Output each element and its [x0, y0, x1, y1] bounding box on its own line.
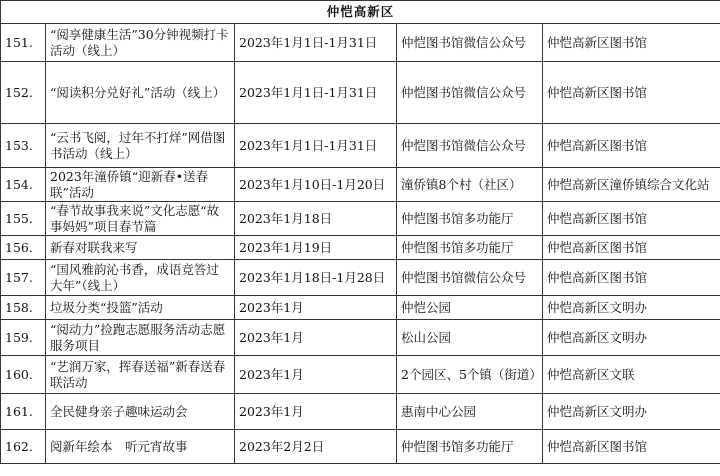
event-organizer: 仲恺高新区图书馆: [543, 202, 720, 236]
event-name: “阅享健康生活”30分钟视频打卡活动（线上）: [46, 24, 235, 62]
event-organizer: 仲恺高新区图书馆: [543, 24, 720, 62]
event-time: 2023年1月19日: [235, 236, 397, 260]
event-name: 全民健身亲子趣味运动会: [46, 394, 235, 430]
table-row: [1, 260, 720, 296]
event-place: 潼侨镇8个村（社区）: [397, 168, 543, 202]
row-number: 152.: [1, 62, 46, 124]
table-row: [1, 236, 720, 260]
event-organizer: 仲恺高新区图书馆: [543, 430, 720, 464]
row-number: 158.: [1, 296, 46, 320]
event-organizer: 仲恺高新区图书馆: [543, 236, 720, 260]
row-number: 161.: [1, 394, 46, 430]
event-name: 垃圾分类“投篮”活动: [46, 296, 235, 320]
event-time: 2023年1月: [235, 394, 397, 430]
event-name: “国风雅韵沁书香，成语竞答过大年”（线上）: [46, 260, 235, 296]
event-place: 仲恺图书馆微信公众号: [397, 62, 543, 124]
event-time: 2023年1月18日-1月28日: [235, 260, 397, 296]
event-place: 仲恺图书馆微信公众号: [397, 260, 543, 296]
event-name: “春节故事我来说”文化志愿“故事妈妈”项目春节篇: [46, 202, 235, 236]
event-time: 2023年1月1日-1月31日: [235, 24, 397, 62]
event-organizer: 仲恺高新区文联: [543, 356, 720, 394]
event-place: 惠南中心公园: [397, 394, 543, 430]
event-place: 仲恺图书馆多功能厅: [397, 430, 543, 464]
event-organizer: 仲恺高新区图书馆: [543, 260, 720, 296]
event-time: 2023年1月18日: [235, 202, 397, 236]
row-number: 156.: [1, 236, 46, 260]
row-number: 153.: [1, 124, 46, 168]
event-name: “阅动力”捡跑志愿服务活动志愿服务项目: [46, 320, 235, 356]
event-name: 2023年潼侨镇“迎新春•送春联”活动: [46, 168, 235, 202]
event-name: 阅新年绘本 听元宵故事: [46, 430, 235, 464]
event-organizer: 仲恺高新区图书馆: [543, 62, 720, 124]
row-number: 151.: [1, 24, 46, 62]
event-time: 2023年1月: [235, 356, 397, 394]
event-name: “云书飞阅，过年不打烊”网借图书活动（线上）: [46, 124, 235, 168]
table-row: [1, 124, 720, 168]
event-place: 仲恺图书馆多功能厅: [397, 236, 543, 260]
event-organizer: 仲恺高新区文明办: [543, 296, 720, 320]
section-title: 仲恺高新区: [1, 1, 720, 24]
event-name: 新春对联我来写: [46, 236, 235, 260]
event-time: 2023年1月1日-1月31日: [235, 62, 397, 124]
event-organizer: 仲恺高新区图书馆: [543, 124, 720, 168]
table-row: [1, 320, 720, 356]
event-time: 2023年1月1日-1月31日: [235, 124, 397, 168]
row-number: 159.: [1, 320, 46, 356]
row-number: 155.: [1, 202, 46, 236]
event-time: 2023年1月: [235, 320, 397, 356]
table-row: [1, 356, 720, 394]
table-row: [1, 296, 720, 320]
table-row: [1, 394, 720, 430]
table-row: [1, 24, 720, 62]
event-organizer: 仲恺高新区文明办: [543, 394, 720, 430]
table-row: [1, 202, 720, 236]
section-header-row: [1, 1, 720, 24]
event-place: 2个园区、5个镇（街道）: [397, 356, 543, 394]
row-number: 154.: [1, 168, 46, 202]
event-place: 仲恺图书馆多功能厅: [397, 202, 543, 236]
row-number: 157.: [1, 260, 46, 296]
row-number: 162.: [1, 430, 46, 464]
event-organizer: 仲恺高新区文明办: [543, 320, 720, 356]
event-name: “阅读积分兑好礼”活动（线上）: [46, 62, 235, 124]
table-row: [1, 168, 720, 202]
event-time: 2023年2月2日: [235, 430, 397, 464]
event-place: 仲恺图书馆微信公众号: [397, 24, 543, 62]
event-place: 松山公园: [397, 320, 543, 356]
event-time: 2023年1月: [235, 296, 397, 320]
event-organizer: 仲恺高新区潼侨镇综合文化站: [543, 168, 720, 202]
table-row: [1, 430, 720, 464]
table-row: [1, 62, 720, 124]
row-number: 160.: [1, 356, 46, 394]
event-place: 仲恺图书馆微信公众号: [397, 124, 543, 168]
event-name: “艺润万家，挥春送福”新春送春联活动: [46, 356, 235, 394]
event-place: 仲恺公园: [397, 296, 543, 320]
event-time: 2023年1月10日-1月20日: [235, 168, 397, 202]
